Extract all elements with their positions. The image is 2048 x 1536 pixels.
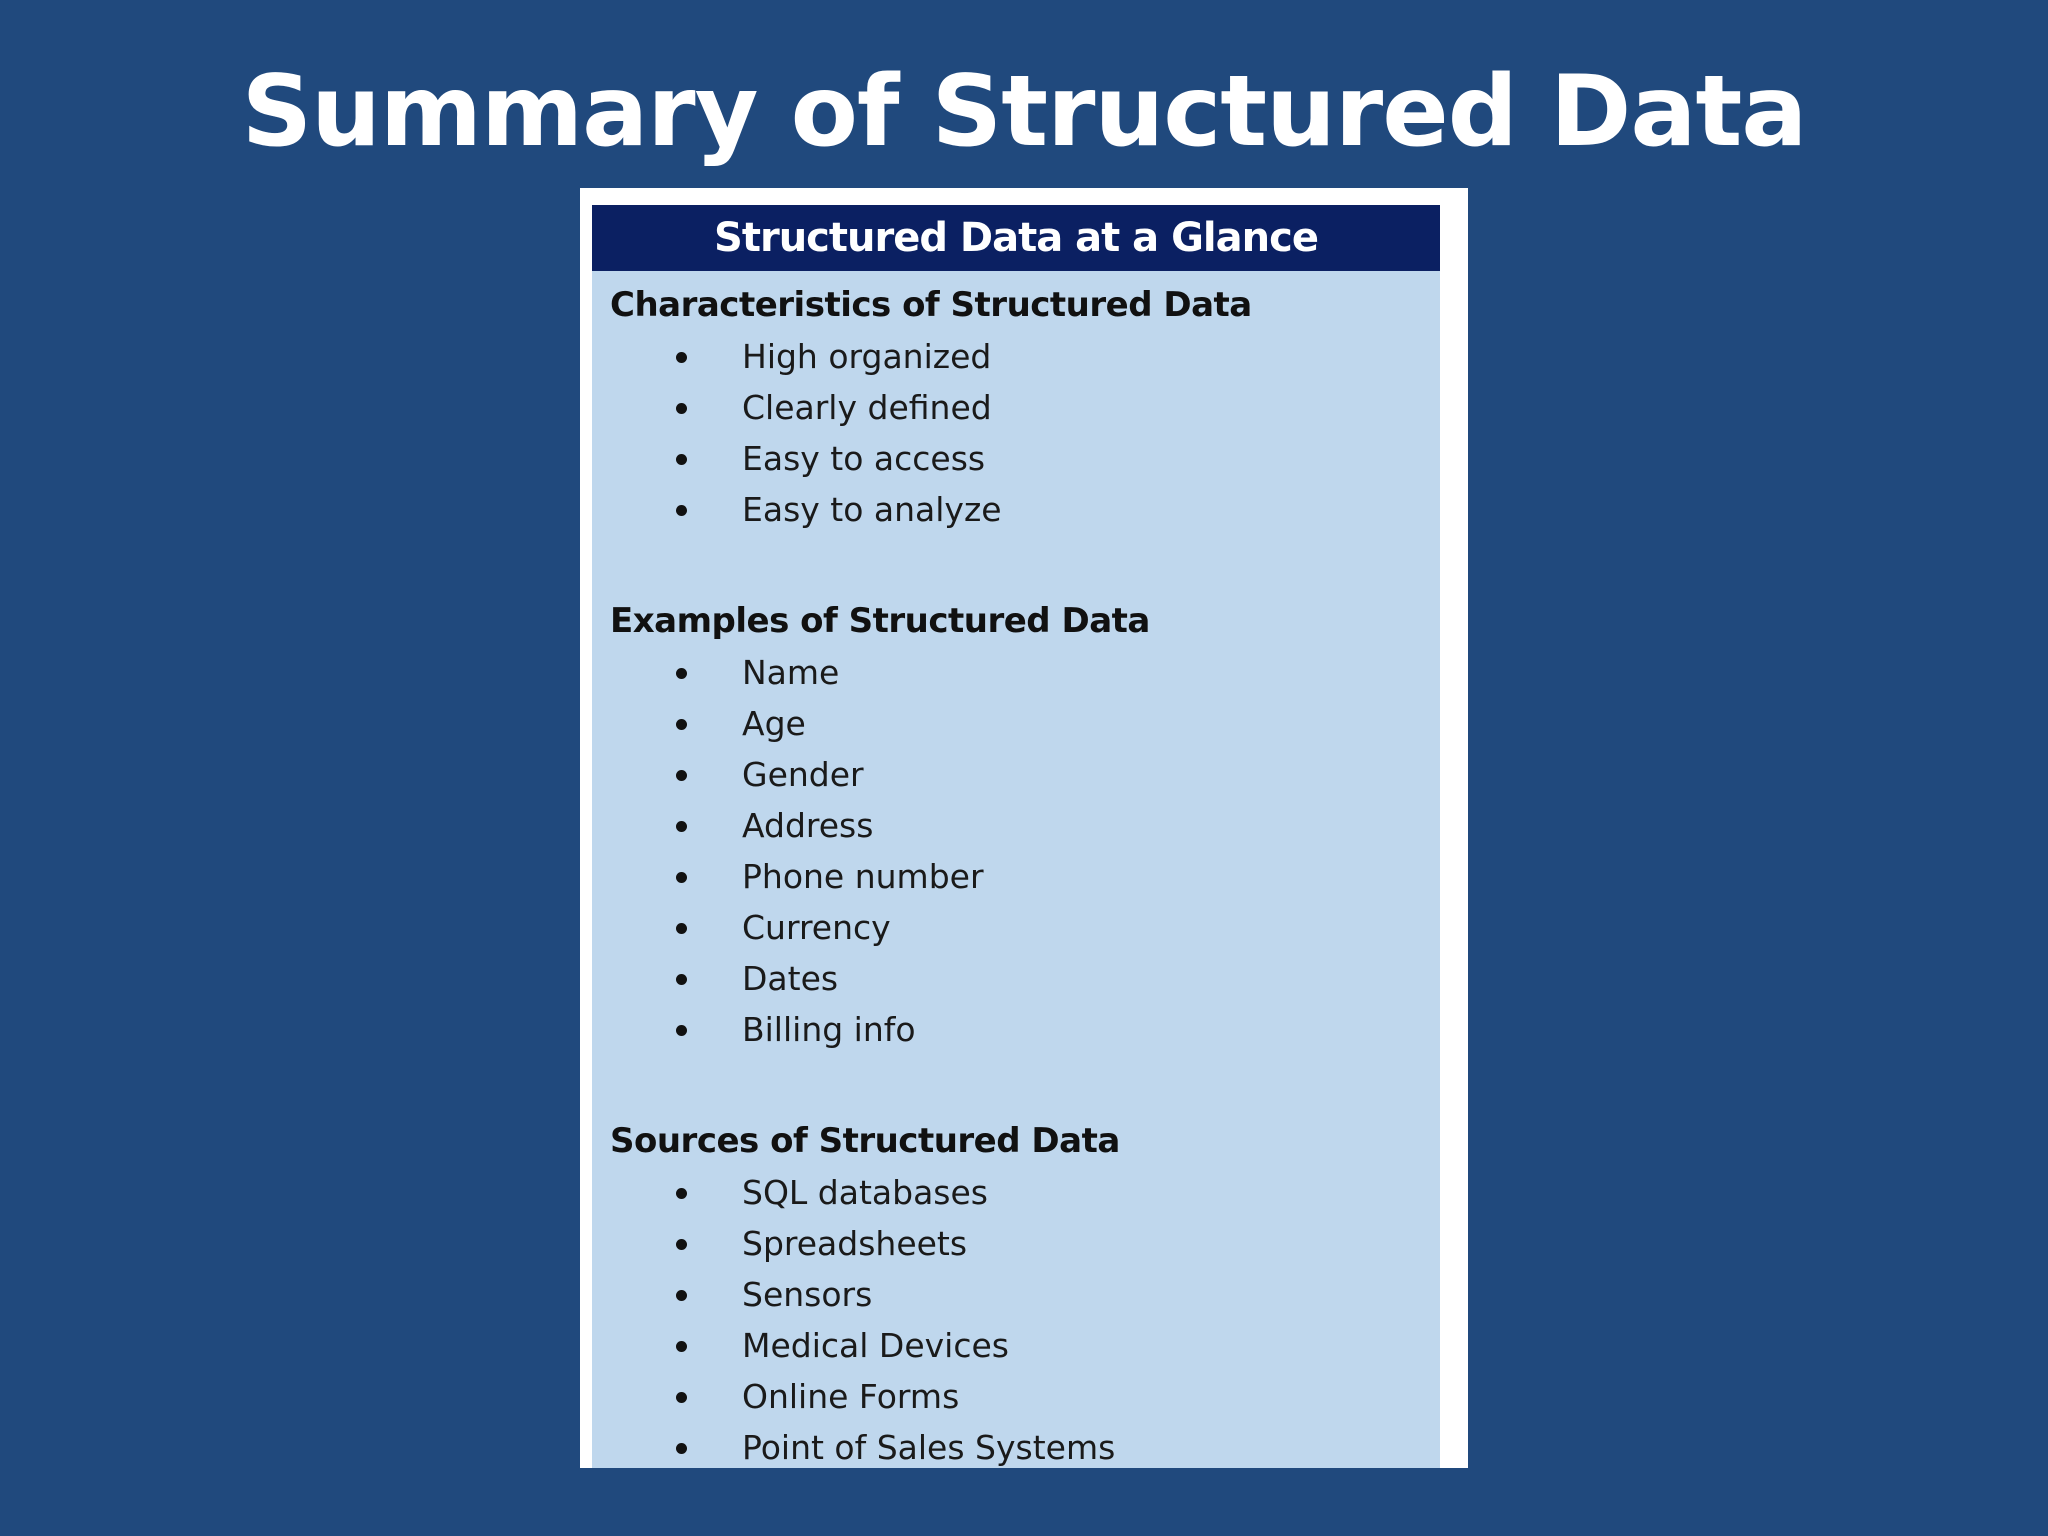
list-item-text: Easy to access xyxy=(742,439,986,478)
list-item xyxy=(610,433,1440,484)
list-item-text: Phone number xyxy=(742,857,984,896)
list-item-text: Age xyxy=(742,704,806,743)
list-item xyxy=(610,647,1440,698)
list-item xyxy=(610,382,1440,433)
list-item-text: Sensors xyxy=(742,1275,873,1314)
list-item xyxy=(610,902,1440,953)
bullet-icon xyxy=(676,505,687,516)
bullet-icon xyxy=(676,770,687,781)
section-heading: Sources of Structured Data xyxy=(610,1121,1120,1161)
list-item-text: Billing info xyxy=(742,1010,916,1049)
list-item xyxy=(610,851,1440,902)
bullet-icon xyxy=(676,668,687,679)
bullet-icon xyxy=(676,1443,687,1454)
list-item xyxy=(610,1004,1440,1055)
card-header: Structured Data at a Glance xyxy=(592,205,1440,271)
list-item-text: Medical Devices xyxy=(742,1326,1009,1365)
bullet-list xyxy=(610,1167,1440,1468)
list-item-text: Currency xyxy=(742,908,891,947)
list-item-text: High organized xyxy=(742,337,992,376)
summary-card xyxy=(592,205,1440,1468)
list-item xyxy=(610,749,1440,800)
list-item-text: Spreadsheets xyxy=(742,1224,968,1263)
bullet-icon xyxy=(676,454,687,465)
summary-card-frame xyxy=(580,188,1468,1468)
list-item xyxy=(610,698,1440,749)
list-item xyxy=(610,800,1440,851)
bullet-icon xyxy=(676,1341,687,1352)
bullet-icon xyxy=(676,1188,687,1199)
list-item-text: Address xyxy=(742,806,874,845)
list-item xyxy=(610,484,1440,535)
list-item-text: Online Forms xyxy=(742,1377,960,1416)
list-item xyxy=(610,1371,1440,1422)
bullet-icon xyxy=(676,1025,687,1036)
section-sources xyxy=(592,1115,1440,1468)
bullet-icon xyxy=(676,719,687,730)
list-item xyxy=(610,1320,1440,1371)
bullet-icon xyxy=(676,352,687,363)
section-heading: Characteristics of Structured Data xyxy=(610,285,1252,325)
list-item xyxy=(610,1269,1440,1320)
list-item xyxy=(610,1422,1440,1468)
bullet-icon xyxy=(676,1239,687,1250)
list-item-text: SQL databases xyxy=(742,1173,988,1212)
section-heading: Examples of Structured Data xyxy=(610,601,1150,641)
bullet-icon xyxy=(676,923,687,934)
bullet-list xyxy=(610,331,1440,535)
list-item-text: Point of Sales Systems xyxy=(742,1428,1116,1467)
bullet-list xyxy=(610,647,1440,1055)
bullet-icon xyxy=(676,821,687,832)
bullet-icon xyxy=(676,974,687,985)
list-item xyxy=(610,1167,1440,1218)
list-item-text: Clearly defined xyxy=(742,388,992,427)
list-item-text: Gender xyxy=(742,755,864,794)
list-item-text: Dates xyxy=(742,959,839,998)
section-examples xyxy=(592,595,1440,1055)
list-item xyxy=(610,331,1440,382)
list-item xyxy=(610,1218,1440,1269)
bullet-icon xyxy=(676,1392,687,1403)
list-item-text: Easy to analyze xyxy=(742,490,1002,529)
bullet-icon xyxy=(676,872,687,883)
bullet-icon xyxy=(676,1290,687,1301)
section-characteristics xyxy=(592,279,1440,535)
bullet-icon xyxy=(676,403,687,414)
list-item-text: Name xyxy=(742,653,840,692)
list-item xyxy=(610,953,1440,1004)
slide-title: Summary of Structured Data xyxy=(241,55,1807,169)
